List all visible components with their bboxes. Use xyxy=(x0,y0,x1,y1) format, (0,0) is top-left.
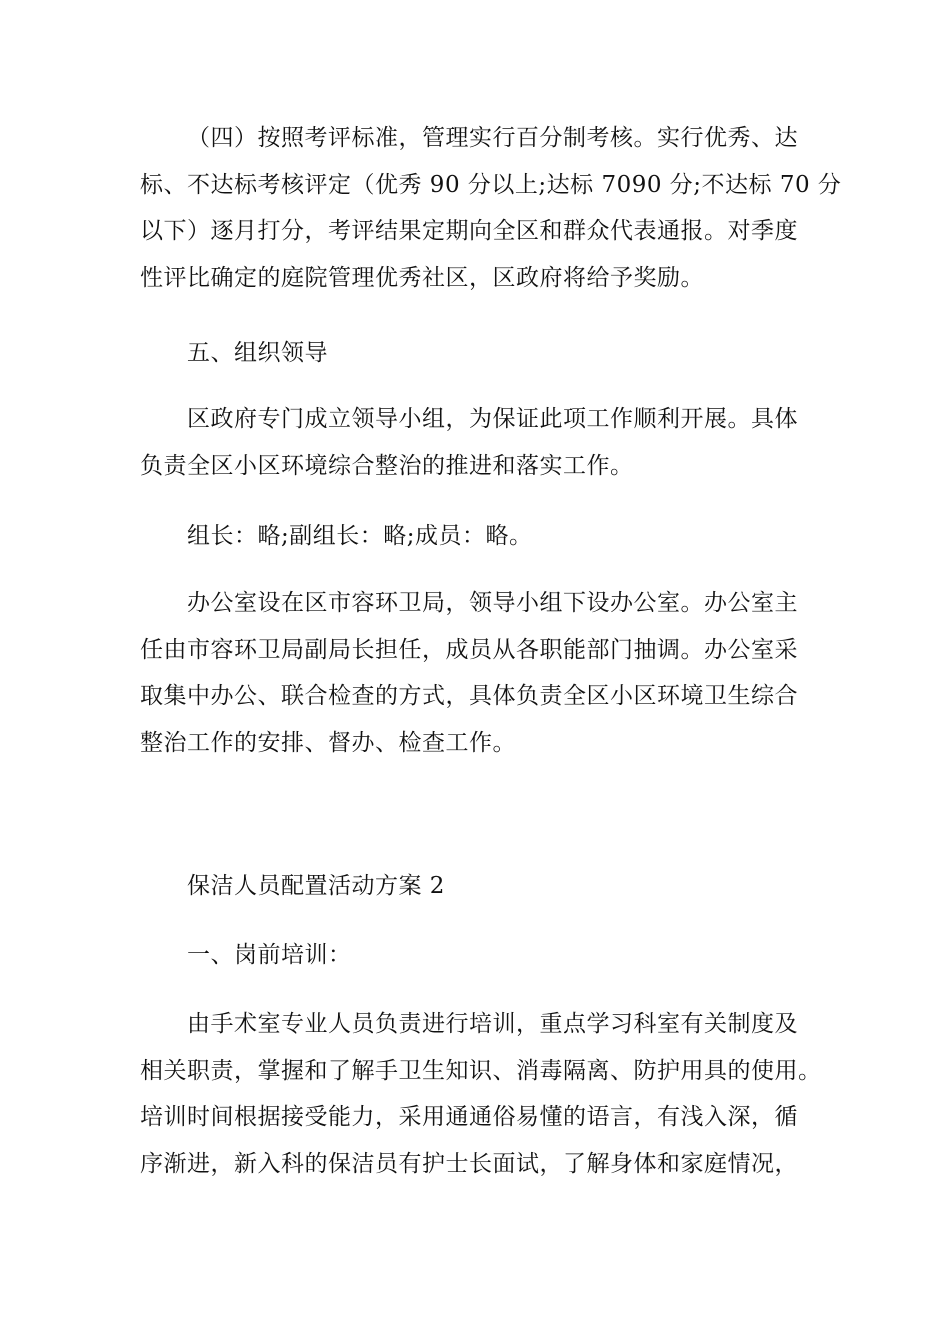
heading-text: 一、岗前培训： xyxy=(187,942,352,968)
text-line: 相关职责，掌握和了解手卫生知识、消毒隔离、防护用具的使用。 xyxy=(140,1057,822,1084)
section-heading-training xyxy=(140,932,820,979)
paragraph-training-body xyxy=(140,1001,820,1187)
text-line: 标、不达标考核评定（优秀 90 分以上;达标 7090 分;不达标 70 分 xyxy=(140,171,842,198)
paragraph-assessment-standard xyxy=(140,115,842,301)
paragraph-leading-group xyxy=(140,396,820,489)
text-line: 序渐进，新入科的保洁员有护士长面试，了解身体和家庭情况， xyxy=(140,1150,798,1177)
title-text: 保洁人员配置活动方案 2 xyxy=(187,873,445,899)
section-heading-organization xyxy=(140,330,820,377)
text-line: 取集中办公、联合检查的方式，具体负责全区小区环境卫生综合 xyxy=(140,683,798,709)
plan-title xyxy=(140,863,820,910)
text-line: 负责全区小区环境综合整治的推进和落实工作。 xyxy=(140,452,634,479)
text-line: 办公室设在区市容环卫局，领导小组下设办公室。办公室主 xyxy=(187,590,798,616)
paragraph-members xyxy=(140,513,820,560)
text-line: 区政府专门成立领导小组，为保证此项工作顺利开展。具体 xyxy=(187,406,798,432)
text-line: （四）按照考评标准，管理实行百分制考核。实行优秀、达 xyxy=(187,125,798,151)
text-line: 培训时间根据接受能力，采用通通俗易懂的语言，有浅入深，循 xyxy=(140,1104,798,1130)
text-line: 性评比确定的庭院管理优秀社区，区政府将给予奖励。 xyxy=(140,264,704,291)
paragraph-office xyxy=(140,580,820,766)
text-line: 组长：略;副组长：略;成员：略。 xyxy=(187,523,533,549)
text-line: 由手术室专业人员负责进行培训，重点学习科室有关制度及 xyxy=(187,1011,798,1037)
text-line: 任由市容环卫局副局长担任，成员从各职能部门抽调。办公室采 xyxy=(140,636,798,663)
text-line: 以下）逐月打分，考评结果定期向全区和群众代表通报。对季度 xyxy=(140,218,798,244)
text-line: 整治工作的安排、督办、检查工作。 xyxy=(140,729,516,756)
heading-text: 五、组织领导 xyxy=(187,340,328,366)
